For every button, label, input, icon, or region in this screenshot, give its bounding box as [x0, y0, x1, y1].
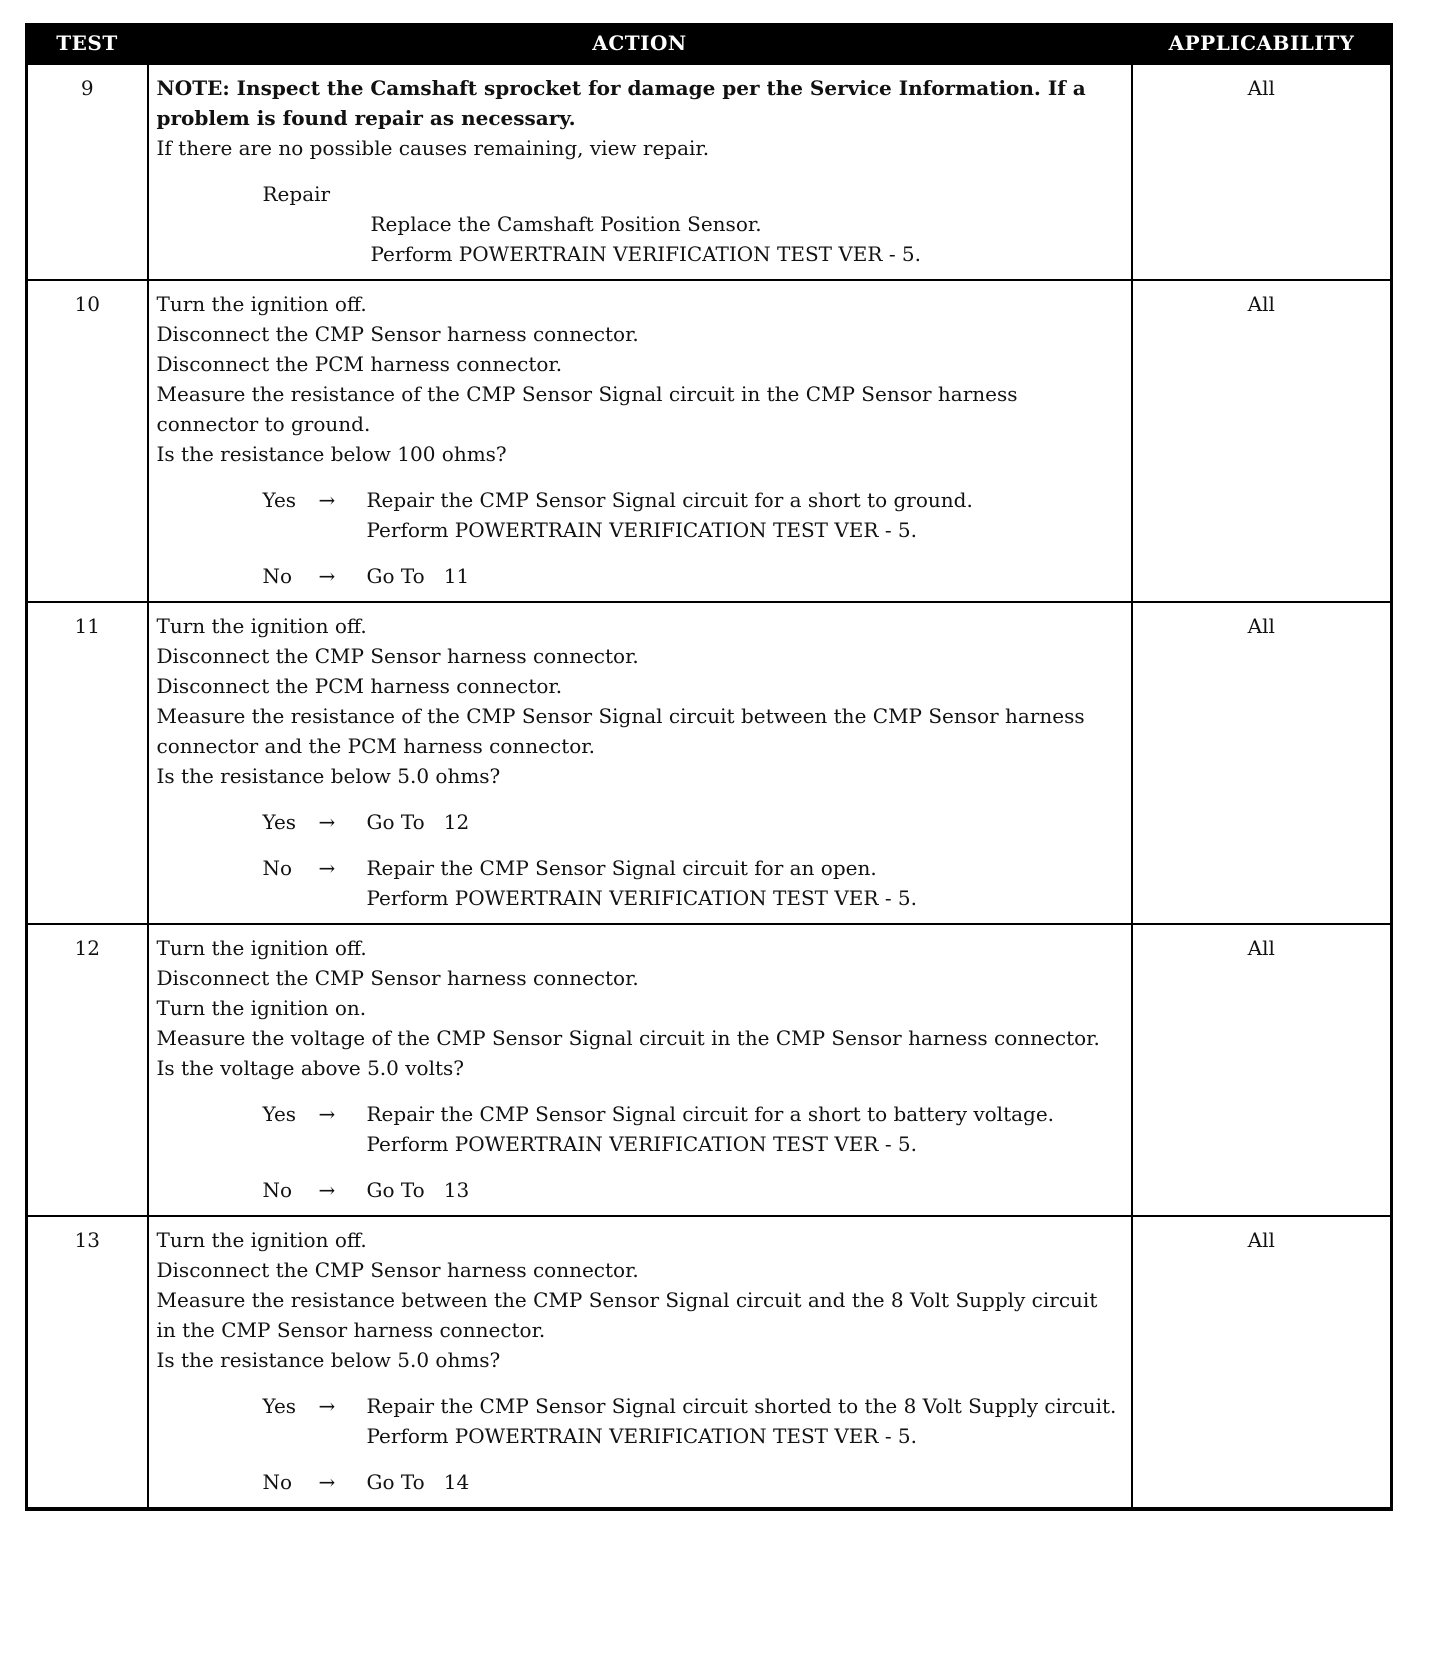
arrow-icon: → [318, 856, 336, 880]
table-row [27, 924, 1392, 1216]
yes-branch [263, 1391, 1123, 1451]
test-number: 12 [27, 924, 148, 1216]
no-line: Go To 14 [366, 1470, 470, 1494]
action-line: Disconnect the CMP Sensor harness connector. [156, 966, 639, 990]
action-line: Measure the resistance of the CMP Sensor Signal circuit between the CMP Sensor harness connector and the PCM harness connector. [156, 704, 1085, 758]
no-label: No [262, 564, 293, 588]
test-number: 11 [27, 602, 148, 924]
repair-label: Repair [262, 182, 331, 206]
action-line: Is the voltage above 5.0 volts? [156, 1056, 465, 1080]
table-row [27, 64, 1392, 280]
no-branch [263, 561, 1123, 591]
applicability-value: All [1132, 1216, 1392, 1509]
header-applicability: APPLICABILITY [1132, 23, 1392, 64]
yes-branch [263, 1099, 1123, 1159]
no-line: Go To 11 [366, 564, 470, 588]
action-line: Turn the ignition off. [156, 936, 367, 960]
no-branch [263, 853, 1123, 913]
table-row [27, 280, 1392, 602]
yes-label: Yes [262, 1394, 297, 1418]
no-branch [263, 1175, 1123, 1205]
arrow-icon: → [318, 1178, 336, 1202]
action-cell [148, 924, 1132, 1216]
repair-line: Replace the Camshaft Position Sensor. [370, 212, 762, 236]
applicability-value: All [1132, 602, 1392, 924]
no-label: No [262, 856, 293, 880]
action-line: If there are no possible causes remaining, view repair. [156, 136, 710, 160]
test-number: 13 [27, 1216, 148, 1509]
no-label: No [262, 1470, 293, 1494]
no-label: No [262, 1178, 293, 1202]
action-line: Turn the ignition off. [156, 1228, 367, 1252]
yes-line: Repair the CMP Sensor Signal circuit for a short to battery voltage. [366, 1102, 1055, 1126]
yes-label: Yes [262, 1102, 297, 1126]
test-number: 10 [27, 280, 148, 602]
action-cell [148, 602, 1132, 924]
yes-label: Yes [262, 488, 297, 512]
action-cell [148, 1216, 1132, 1509]
action-line: Measure the resistance of the CMP Sensor Signal circuit in the CMP Sensor harness connector to ground. [156, 382, 1018, 436]
applicability-value: All [1132, 280, 1392, 602]
arrow-icon: → [318, 1102, 336, 1126]
arrow-icon: → [318, 1394, 336, 1418]
test-number: 9 [27, 64, 148, 280]
no-branch [263, 1467, 1123, 1497]
action-line: Disconnect the CMP Sensor harness connector. [156, 644, 639, 668]
applicability-value: All [1132, 64, 1392, 280]
yes-branch [263, 807, 1123, 837]
action-line: Measure the resistance between the CMP Sensor Signal circuit and the 8 Volt Supply circuit in the CMP Sensor harness connector. [156, 1288, 1098, 1342]
action-cell [148, 280, 1132, 602]
table-row [27, 1216, 1392, 1509]
no-line: Go To 13 [366, 1178, 470, 1202]
table-header-row [27, 23, 1392, 64]
action-line: Turn the ignition off. [156, 614, 367, 638]
action-line: Disconnect the CMP Sensor harness connector. [156, 1258, 639, 1282]
arrow-icon: → [318, 810, 336, 834]
header-test: TEST [27, 23, 148, 64]
arrow-icon: → [318, 488, 336, 512]
note-text: NOTE: Inspect the Camshaft sprocket for damage per the Service Information. If a problem is found repair as necessary. [156, 76, 1086, 130]
action-line: Turn the ignition off. [156, 292, 367, 316]
header-action: ACTION [148, 23, 1132, 64]
action-line: Measure the voltage of the CMP Sensor Signal circuit in the CMP Sensor harness connector. [156, 1026, 1100, 1050]
yes-branch [263, 485, 1123, 545]
action-line: Is the resistance below 5.0 ohms? [156, 764, 501, 788]
yes-line: Repair the CMP Sensor Signal circuit shorted to the 8 Volt Supply circuit. [366, 1394, 1117, 1418]
action-cell [148, 64, 1132, 280]
action-line: Disconnect the PCM harness connector. [156, 352, 563, 376]
repair-line: Perform POWERTRAIN VERIFICATION TEST VER - 5. [370, 242, 922, 266]
yes-line: Go To 12 [366, 810, 470, 834]
yes-line: Perform POWERTRAIN VERIFICATION TEST VER - 5. [366, 518, 918, 542]
yes-line: Perform POWERTRAIN VERIFICATION TEST VER - 5. [366, 1132, 918, 1156]
applicability-value: All [1132, 924, 1392, 1216]
yes-line: Repair the CMP Sensor Signal circuit for a short to ground. [366, 488, 973, 512]
no-line: Perform POWERTRAIN VERIFICATION TEST VER - 5. [366, 886, 918, 910]
yes-label: Yes [262, 810, 297, 834]
action-line: Disconnect the CMP Sensor harness connector. [156, 322, 639, 346]
action-line: Disconnect the PCM harness connector. [156, 674, 563, 698]
no-line: Repair the CMP Sensor Signal circuit for an open. [366, 856, 877, 880]
diagnostic-test-table [25, 23, 1393, 1511]
yes-line: Perform POWERTRAIN VERIFICATION TEST VER - 5. [366, 1424, 918, 1448]
arrow-icon: → [318, 564, 336, 588]
action-line: Is the resistance below 100 ohms? [156, 442, 507, 466]
action-line: Is the resistance below 5.0 ohms? [156, 1348, 501, 1372]
table-row [27, 602, 1392, 924]
action-line: Turn the ignition on. [156, 996, 367, 1020]
arrow-icon: → [318, 1470, 336, 1494]
